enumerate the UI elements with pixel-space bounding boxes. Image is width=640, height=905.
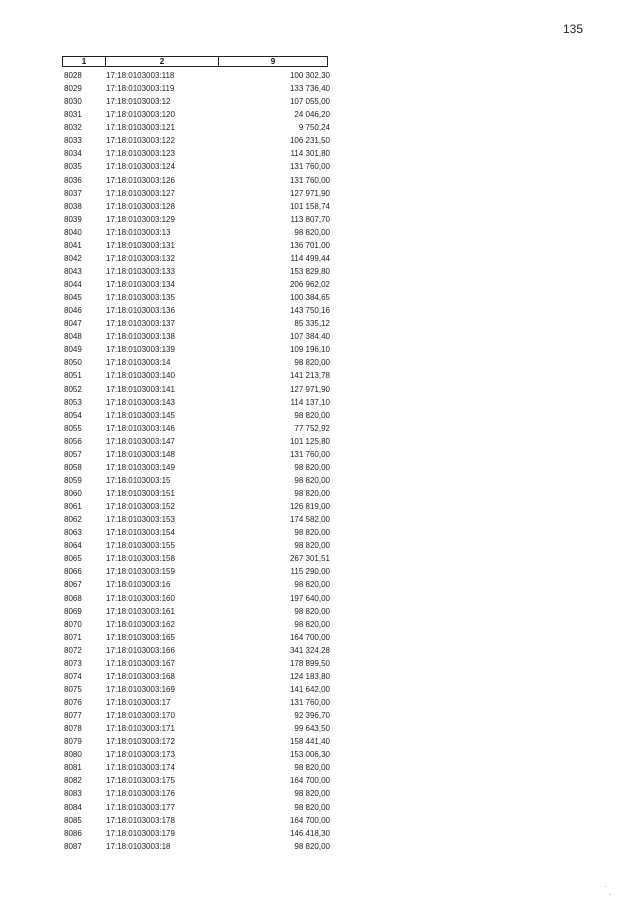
- row-number: 8084: [64, 802, 82, 812]
- table-row: [62, 487, 332, 500]
- table-row: [62, 683, 332, 696]
- table-row: [62, 134, 332, 147]
- cadastral-number: 17:18:0103003:129: [106, 214, 175, 224]
- table-row: [62, 539, 332, 552]
- cadastral-number: 17:18:0103003:177: [106, 802, 175, 812]
- row-value: 126 819,00: [289, 502, 330, 512]
- row-number: 8065: [64, 554, 82, 564]
- row-number: 8038: [64, 201, 82, 211]
- row-number: 8072: [64, 645, 82, 655]
- cadastral-number: 17:18:0103003:168: [106, 671, 175, 681]
- table-row: [62, 605, 332, 618]
- row-value: 127 971,90: [289, 188, 330, 198]
- cadastral-number: 17:18:0103003:124: [106, 162, 175, 172]
- row-value: 100 302,30: [289, 71, 330, 81]
- table-row: [62, 422, 332, 435]
- row-number: 8047: [64, 319, 82, 329]
- row-number: 8035: [64, 162, 82, 172]
- table-row: [62, 187, 332, 200]
- table-row: [62, 147, 332, 160]
- table-row: [62, 774, 332, 787]
- table-row: [62, 696, 332, 709]
- row-value: 146 418,30: [289, 828, 330, 838]
- row-value: 133 736,40: [289, 84, 330, 94]
- table-row: [62, 565, 332, 578]
- table-row: [62, 317, 332, 330]
- table-row: [62, 108, 332, 121]
- cadastral-number: 17:18:0103003:147: [106, 436, 175, 446]
- row-value: 98 820,00: [294, 528, 330, 538]
- cadastral-number: 17:18:0103003:133: [106, 266, 175, 276]
- row-value: 115 290,00: [290, 567, 330, 577]
- row-value: 107 055,00: [289, 97, 330, 107]
- row-number: 8050: [64, 358, 82, 368]
- row-number: 8040: [64, 227, 82, 237]
- table-row: [62, 657, 332, 670]
- row-value: 98 820,00: [294, 462, 330, 472]
- table-row: [62, 827, 332, 840]
- row-number: 8082: [64, 776, 82, 786]
- table-row: [62, 552, 332, 565]
- row-number: 8070: [64, 619, 82, 629]
- row-number: 8058: [64, 462, 82, 472]
- table-row: [62, 631, 332, 644]
- row-value: 107 384,40: [289, 332, 330, 342]
- row-number: 8032: [64, 123, 82, 133]
- cadastral-number: 17:18:0103003:127: [106, 188, 175, 198]
- cadastral-number: 17:18:0103003:154: [106, 528, 175, 538]
- row-number: 8081: [64, 763, 82, 773]
- table-row: [62, 226, 332, 239]
- row-number: 8046: [64, 306, 82, 316]
- row-value: 106 231,50: [289, 136, 330, 146]
- row-number: 8075: [64, 684, 82, 694]
- row-value: 98 820,00: [294, 606, 330, 616]
- row-value: 143 750,16: [289, 306, 330, 316]
- table-row: [62, 278, 332, 291]
- row-value: 153 829,80: [289, 266, 330, 276]
- row-number: 8069: [64, 606, 82, 616]
- table-row: [62, 95, 332, 108]
- row-value: 131 760,00: [289, 698, 330, 708]
- row-value: 9 750,24: [298, 123, 330, 133]
- cadastral-number: 17:18:0103003:178: [106, 815, 175, 825]
- table-row: [62, 461, 332, 474]
- row-number: 8059: [64, 475, 82, 485]
- row-number: 8076: [64, 698, 82, 708]
- row-number: 8067: [64, 580, 82, 590]
- cadastral-number: 17:18:0103003:176: [106, 789, 175, 799]
- table-row: [62, 252, 332, 265]
- row-value: 98 820,00: [294, 802, 330, 812]
- row-number: 8053: [64, 397, 82, 407]
- row-number: 8066: [64, 567, 82, 577]
- cadastral-number: 17:18:0103003:155: [106, 541, 175, 551]
- table-row: [62, 735, 332, 748]
- table-row: [62, 356, 332, 369]
- table-row: [62, 618, 332, 631]
- cadastral-number: 17:18:0103003:173: [106, 750, 175, 760]
- row-number: 8074: [64, 671, 82, 681]
- table-row: [62, 160, 332, 173]
- table-row: [62, 82, 332, 95]
- row-number: 8048: [64, 332, 82, 342]
- table-row: [62, 383, 332, 396]
- table-row: [62, 69, 332, 82]
- cadastral-number: 17:18:0103003:16: [106, 580, 171, 590]
- row-value: 98 820,00: [294, 763, 330, 773]
- cadastral-number: 17:18:0103003:128: [106, 201, 175, 211]
- row-number: 8083: [64, 789, 82, 799]
- row-value: 197 640,00: [289, 593, 330, 603]
- table-row: [62, 814, 332, 827]
- row-value: 113 807,70: [290, 214, 330, 224]
- row-value: 98 820,00: [294, 789, 330, 799]
- cadastral-number: 17:18:0103003:161: [106, 606, 175, 616]
- column-header-1: 1: [63, 57, 106, 66]
- row-number: 8071: [64, 632, 82, 642]
- row-number: 8062: [64, 515, 82, 525]
- cadastral-number: 17:18:0103003:15: [106, 475, 171, 485]
- row-value: 98 820,00: [294, 358, 330, 368]
- cadastral-number: 17:18:0103003:153: [106, 515, 175, 525]
- column-header-2: 2: [106, 57, 219, 66]
- row-number: 8036: [64, 175, 82, 185]
- row-value: 101 125,80: [289, 436, 330, 446]
- row-value: 178 899,50: [289, 658, 330, 668]
- row-value: 136 701,00: [289, 240, 330, 250]
- row-number: 8044: [64, 280, 82, 290]
- cadastral-number: 17:18:0103003:158: [106, 554, 175, 564]
- row-value: 100 384,65: [289, 293, 330, 303]
- row-value: 153 006,30: [289, 750, 330, 760]
- row-value: 98 820,00: [294, 541, 330, 551]
- table-row: [62, 840, 332, 853]
- cadastral-number: 17:18:0103003:138: [106, 332, 175, 342]
- row-value: 341 324,28: [289, 645, 330, 655]
- table-row: [62, 722, 332, 735]
- row-number: 8029: [64, 84, 82, 94]
- table-row: [62, 265, 332, 278]
- row-number: 8034: [64, 149, 82, 159]
- row-value: 98 820,00: [294, 841, 330, 851]
- cadastral-number: 17:18:0103003:151: [106, 489, 175, 499]
- cadastral-number: 17:18:0103003:119: [106, 84, 175, 94]
- table-row: [62, 592, 332, 605]
- cadastral-number: 17:18:0103003:18: [106, 841, 171, 851]
- cadastral-number: 17:18:0103003:140: [106, 371, 175, 381]
- cadastral-number: 17:18:0103003:122: [106, 136, 175, 146]
- table-row: [62, 513, 332, 526]
- cadastral-number: 17:18:0103003:174: [106, 763, 175, 773]
- row-value: 164 700,00: [289, 815, 330, 825]
- row-number: 8078: [64, 724, 82, 734]
- row-value: 131 760,00: [289, 449, 330, 459]
- row-number: 8086: [64, 828, 82, 838]
- row-value: 174 582,00: [289, 515, 330, 525]
- row-value: 164 700,00: [289, 776, 330, 786]
- cadastral-number: 17:18:0103003:179: [106, 828, 175, 838]
- row-number: 8057: [64, 449, 82, 459]
- table-row: [62, 369, 332, 382]
- row-value: 124 183,80: [289, 671, 330, 681]
- table-row: [62, 435, 332, 448]
- cadastral-number: 17:18:0103003:160: [106, 593, 175, 603]
- row-value: 98 820,00: [294, 475, 330, 485]
- row-number: 8028: [64, 71, 82, 81]
- row-number: 8030: [64, 97, 82, 107]
- cadastral-number: 17:18:0103003:121: [106, 123, 175, 133]
- row-number: 8080: [64, 750, 82, 760]
- row-value: 164 700,00: [289, 632, 330, 642]
- page-number: 135: [563, 22, 584, 36]
- row-number: 8037: [64, 188, 82, 198]
- cadastral-number: 17:18:0103003:170: [106, 711, 175, 721]
- row-value: 92 396,70: [294, 711, 330, 721]
- table-row: [62, 500, 332, 513]
- cadastral-number: 17:18:0103003:165: [106, 632, 175, 642]
- cadastral-number: 17:18:0103003:131: [106, 240, 175, 250]
- table-row: [62, 448, 332, 461]
- row-number: 8077: [64, 711, 82, 721]
- row-value: 114 499,44: [290, 253, 330, 263]
- cadastral-number: 17:18:0103003:132: [106, 253, 175, 263]
- row-value: 127 971,90: [289, 384, 330, 394]
- table-row: [62, 709, 332, 722]
- row-number: 8060: [64, 489, 82, 499]
- table-row: [62, 213, 332, 226]
- table-row: [62, 526, 332, 539]
- row-number: 8054: [64, 410, 82, 420]
- cadastral-number: 17:18:0103003:137: [106, 319, 175, 329]
- row-value: 98 820,00: [294, 227, 330, 237]
- row-value: 109 196,10: [289, 345, 330, 355]
- cadastral-number: 17:18:0103003:123: [106, 149, 175, 159]
- row-number: 8063: [64, 528, 82, 538]
- cadastral-number: 17:18:0103003:159: [106, 567, 175, 577]
- cadastral-number: 17:18:0103003:146: [106, 423, 175, 433]
- row-value: 158 441,40: [289, 737, 330, 747]
- cadastral-number: 17:18:0103003:12: [106, 97, 171, 107]
- table-row: [62, 748, 332, 761]
- cadastral-number: 17:18:0103003:149: [106, 462, 175, 472]
- row-number: 8061: [64, 502, 82, 512]
- row-value: 131 760,00: [289, 175, 330, 185]
- row-value: 101 158,74: [289, 201, 330, 211]
- row-number: 8087: [64, 841, 82, 851]
- row-value: 141 642,00: [289, 684, 330, 694]
- row-value: 98 820,00: [294, 489, 330, 499]
- cadastral-number: 17:18:0103003:139: [106, 345, 175, 355]
- row-number: 8079: [64, 737, 82, 747]
- cadastral-number: 17:18:0103003:152: [106, 502, 175, 512]
- row-number: 8041: [64, 240, 82, 250]
- table-row: [62, 239, 332, 252]
- cadastral-number: 17:18:0103003:135: [106, 293, 175, 303]
- scan-mark: ˙ ˏ: [604, 885, 613, 895]
- cadastral-number: 17:18:0103003:126: [106, 175, 175, 185]
- cadastral-number: 17:18:0103003:141: [106, 384, 175, 394]
- cadastral-number: 17:18:0103003:120: [106, 110, 175, 120]
- row-number: 8033: [64, 136, 82, 146]
- table-row: [62, 670, 332, 683]
- cadastral-number: 17:18:0103003:143: [106, 397, 175, 407]
- cadastral-number: 17:18:0103003:145: [106, 410, 175, 420]
- row-value: 99 643,50: [294, 724, 330, 734]
- table-row: [62, 304, 332, 317]
- row-number: 8043: [64, 266, 82, 276]
- cadastral-number: 17:18:0103003:13: [106, 227, 171, 237]
- table-row: [62, 330, 332, 343]
- cadastral-number: 17:18:0103003:17: [106, 698, 171, 708]
- row-number: 8073: [64, 658, 82, 668]
- cadastral-number: 17:18:0103003:169: [106, 684, 175, 694]
- cadastral-number: 17:18:0103003:171: [106, 724, 175, 734]
- table-row: [62, 396, 332, 409]
- table-body: [62, 69, 332, 853]
- table-row: [62, 200, 332, 213]
- row-value: 141 213,78: [289, 371, 330, 381]
- table-row: [62, 343, 332, 356]
- row-value: 206 962,02: [289, 280, 330, 290]
- cadastral-number: 17:18:0103003:14: [106, 358, 171, 368]
- row-value: 114 301,80: [290, 149, 330, 159]
- column-header-9: 9: [270, 57, 276, 66]
- row-value: 114 137,10: [290, 397, 330, 407]
- row-number: 8042: [64, 253, 82, 263]
- table-row: [62, 174, 332, 187]
- row-number: 8056: [64, 436, 82, 446]
- table-row: [62, 578, 332, 591]
- table-row: [62, 801, 332, 814]
- table-row: [62, 787, 332, 800]
- cadastral-number: 17:18:0103003:175: [106, 776, 175, 786]
- table-row: [62, 761, 332, 774]
- row-value: 77 752,92: [294, 423, 330, 433]
- table-row: [62, 474, 332, 487]
- cadastral-number: 17:18:0103003:166: [106, 645, 175, 655]
- row-value: 98 820,00: [294, 619, 330, 629]
- cadastral-number: 17:18:0103003:136: [106, 306, 175, 316]
- row-value: 131 760,00: [289, 162, 330, 172]
- row-number: 8068: [64, 593, 82, 603]
- row-number: 8052: [64, 384, 82, 394]
- cadastral-number: 17:18:0103003:167: [106, 658, 175, 668]
- row-number: 8064: [64, 541, 82, 551]
- table-header: [62, 56, 328, 67]
- row-number: 8049: [64, 345, 82, 355]
- table-row: [62, 644, 332, 657]
- cadastral-number: 17:18:0103003:118: [106, 71, 175, 81]
- row-value: 85 335,12: [294, 319, 330, 329]
- row-number: 8055: [64, 423, 82, 433]
- row-number: 8085: [64, 815, 82, 825]
- row-number: 8031: [64, 110, 82, 120]
- table-row: [62, 121, 332, 134]
- row-number: 8039: [64, 214, 82, 224]
- row-value: 267 301,51: [289, 554, 330, 564]
- cadastral-number: 17:18:0103003:162: [106, 619, 175, 629]
- row-value: 24 046,20: [294, 110, 330, 120]
- row-number: 8045: [64, 293, 82, 303]
- row-number: 8051: [64, 371, 82, 381]
- table-row: [62, 291, 332, 304]
- row-value: 98 820,00: [294, 580, 330, 590]
- cadastral-number: 17:18:0103003:172: [106, 737, 175, 747]
- row-value: 98 820,00: [294, 410, 330, 420]
- cadastral-number: 17:18:0103003:134: [106, 280, 175, 290]
- cadastral-number: 17:18:0103003:148: [106, 449, 175, 459]
- table-row: [62, 409, 332, 422]
